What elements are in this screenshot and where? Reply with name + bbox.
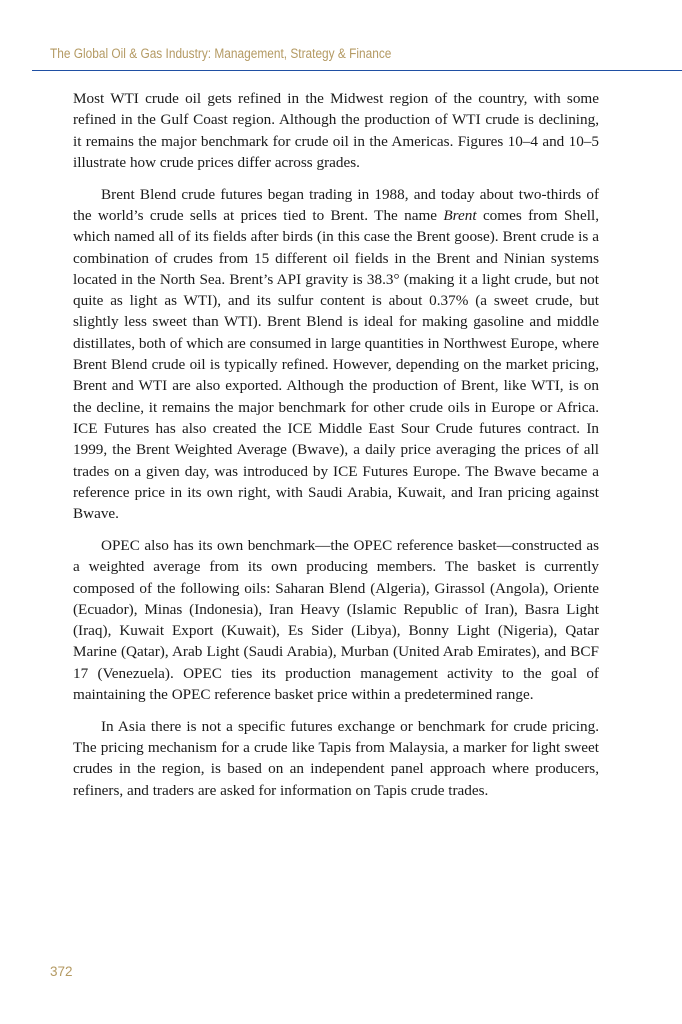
running-head: The Global Oil & Gas Industry: Management, Strategy & Finance	[50, 46, 392, 61]
brent-italic: Brent	[443, 206, 477, 224]
paragraph-asia: In Asia there is not a specific futures exchange or benchmark for crude pricing. The pricing mechanism for a crude like Tapis from Malaysia, a marker for light sweet crudes in the region, is based on an independent panel approach where producers, refiners, and traders are asked for information on Tapis crude trades.	[73, 717, 599, 799]
header-rule	[32, 70, 682, 71]
paragraph-brent	[73, 184, 599, 525]
paragraph-wti: Most WTI crude oil gets refined in the Midwest region of the country, with some refined in the Gulf Coast region. Although the production of WTI crude is declining, it remains the major benchmark for crude oil in the Americas. Figures 10–4 and 10–5 illustrate how crude prices differ across grades.	[73, 90, 599, 171]
paragraph-brent-start: Brent Blend crude futures began trading in 1988, and today about two-thirds of the world’s crude sells at prices tied to Brent. The name	[73, 185, 599, 224]
page-number: 372	[50, 964, 73, 979]
body-text	[73, 88, 599, 812]
paragraph-brent-rest: comes from Shell, which named all of its fields after birds (in this case the Brent goose). Brent crude is a combination of crudes from 15 different oil fields in the Brent and Ninian systems located in the North Sea. Brent’s API gravity is 38.3° (making it a light crude, but not quite as light as WTI), and its sulfur content is about 0.37% (a sweet crude, but slightly less sweet than WTI). Brent Blend is ideal for making gasoline and middle distillates, both of which are consumed in large quantities in Northwest Europe, where Brent Blend crude oil is typically refined. However, depending on the market pricing, Brent and WTI are also exported. Although the production of Brent, like WTI, is on the decline, it remains the major benchmark for other crude oils in Europe or Africa. ICE Futures has also created the ICE Middle East Sour Crude futures contract. In 1999, the Brent Weighted Average (Bwave), a daily price averaging the prices of all trades on a given day, was introduced by ICE Futures Europe. The Bwave became a reference price in its own right, with Saudi Arabia, Kuwait, and Iran pricing against Bwave.	[73, 206, 599, 523]
paragraph-opec: OPEC also has its own benchmark—the OPEC reference basket—constructed as a weighted average from its own producing members. The basket is currently composed of the following oils: Saharan Blend (Algeria), Girassol (Angola), Oriente (Ecuador), Minas (Indonesia), Iran Heavy (Islamic Republic of Iran), Basra Light (Iraq), Kuwait Export (Kuwait), Es Sider (Libya), Bonny Light (Nigeria), Qatar Marine (Qatar), Arab Light (Saudi Arabia), Murban (United Arab Emirates), and BCF 17 (Venezuela). OPEC ties its production management activity to the goal of maintaining the OPEC reference basket price within a predetermined range.	[73, 536, 599, 704]
